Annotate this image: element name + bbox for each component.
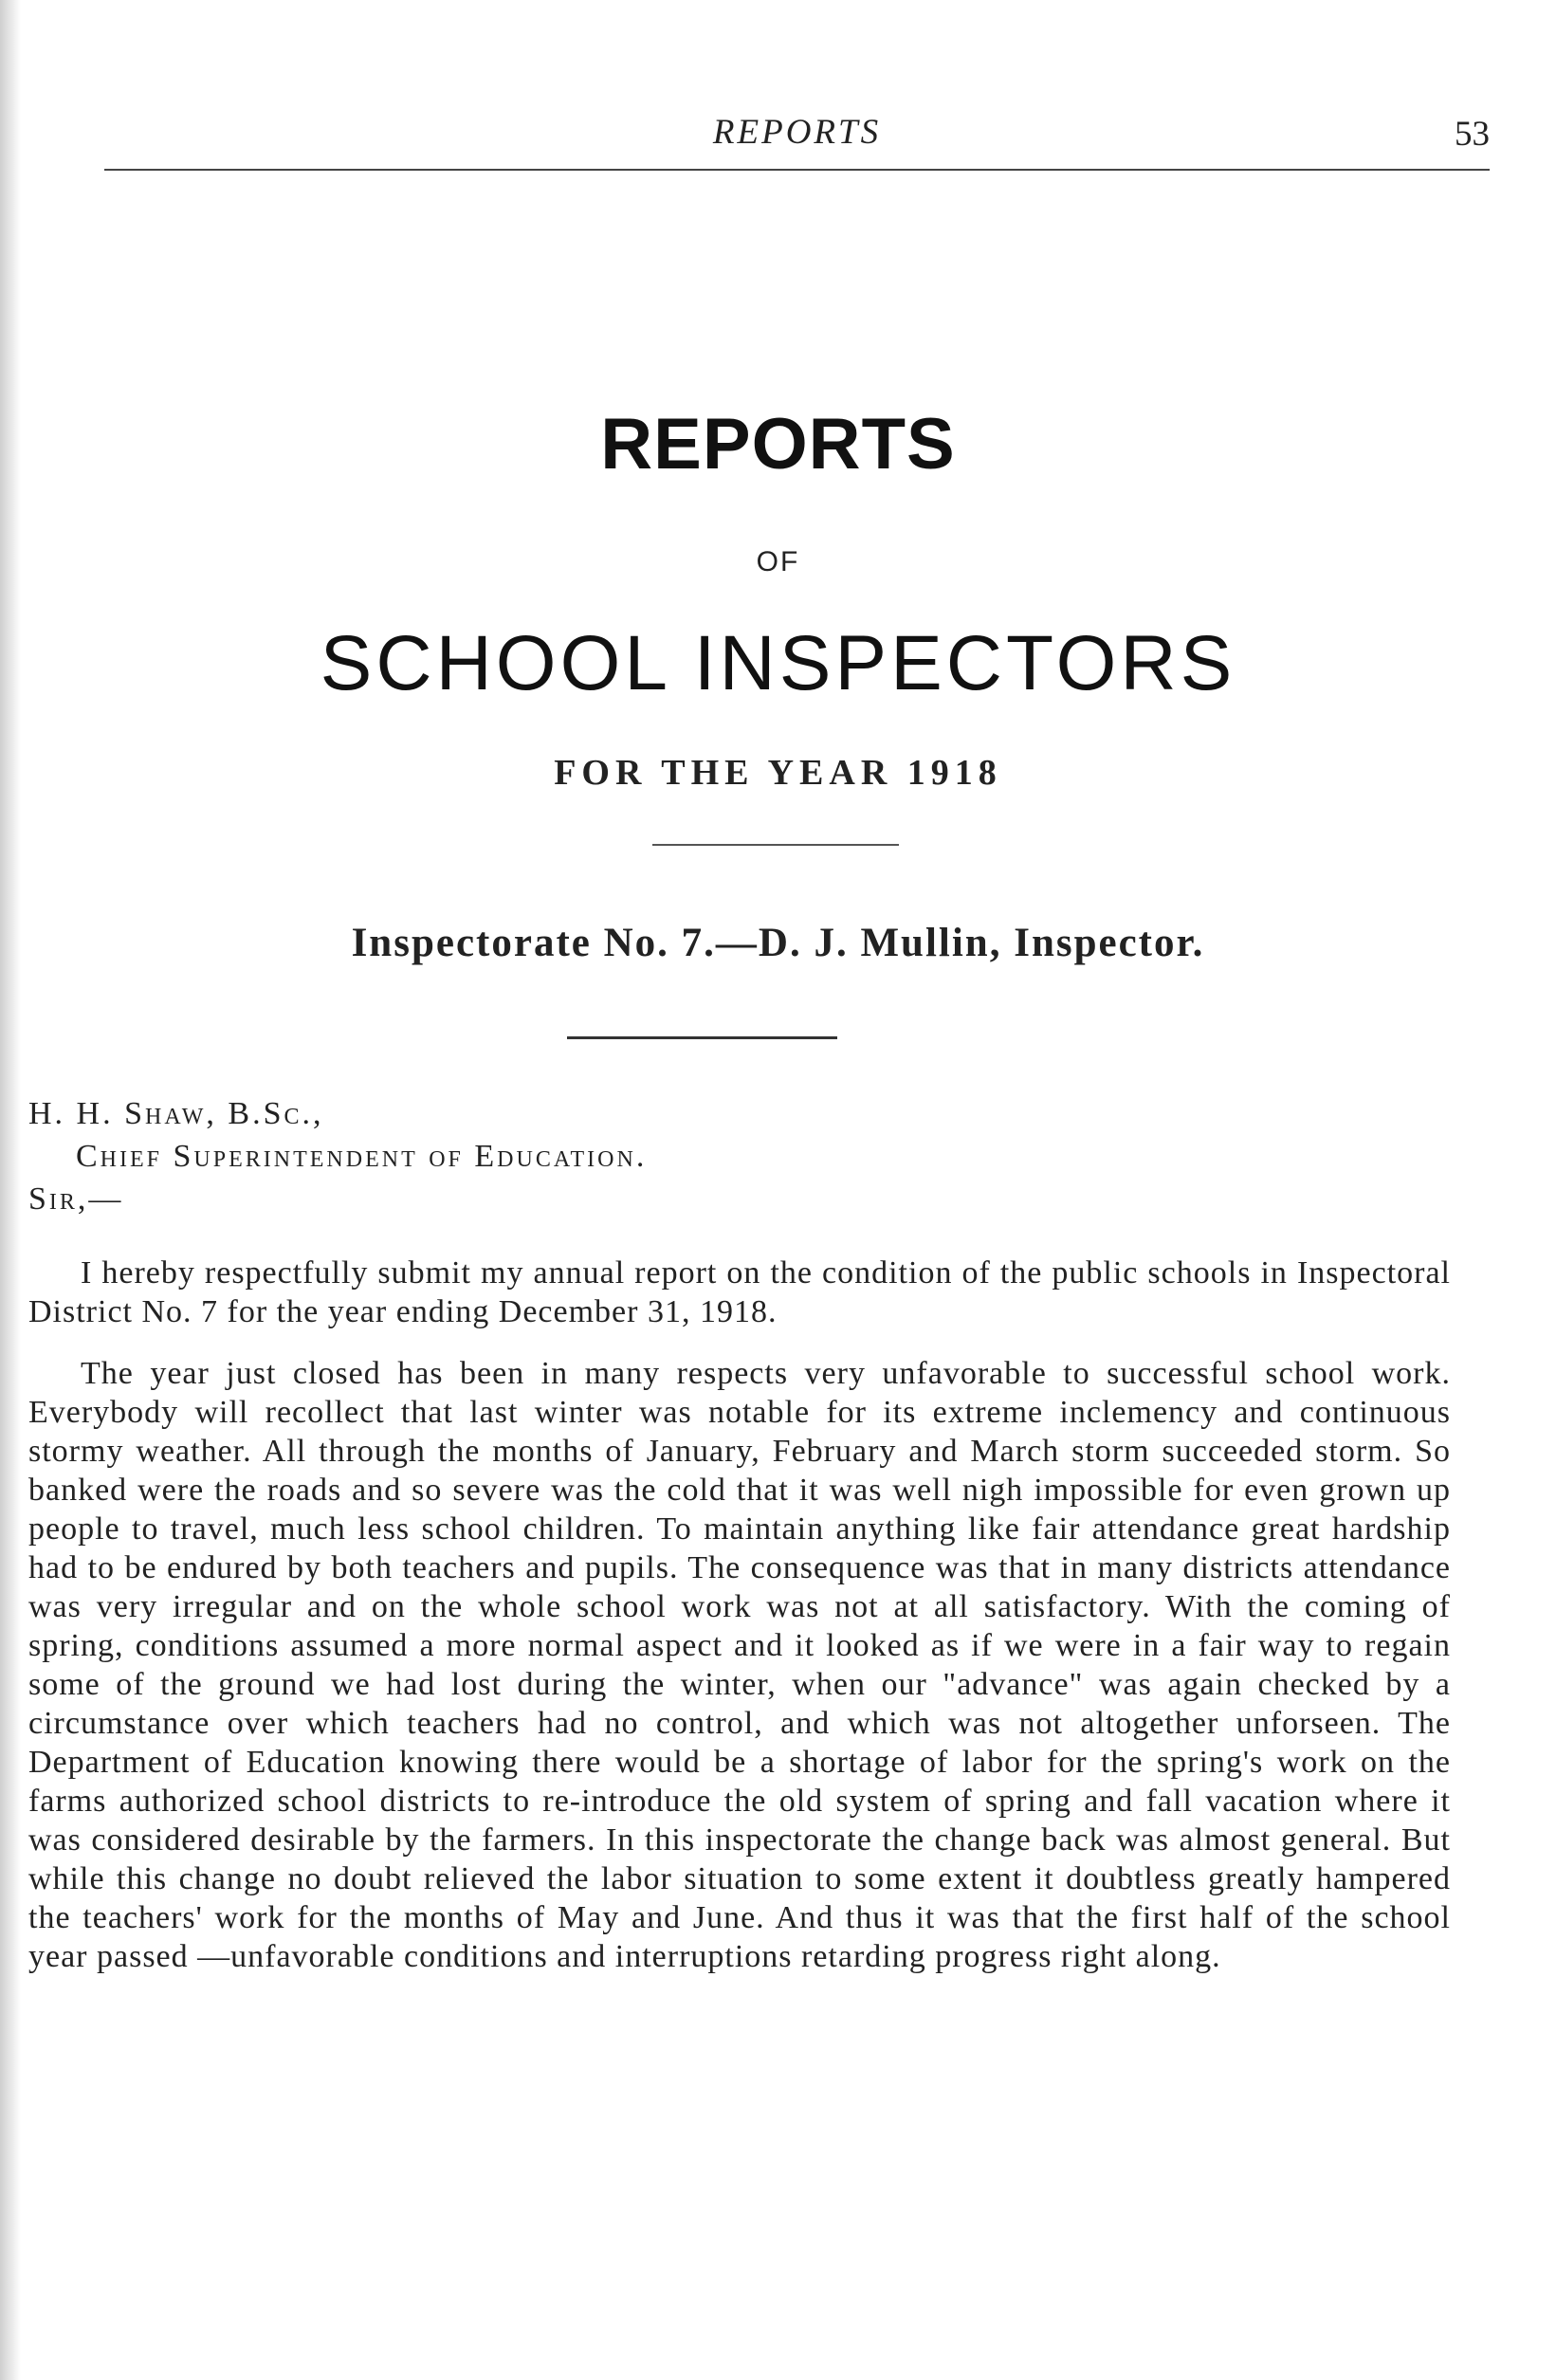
addressee-name: H. H. Shaw, B.Sc., xyxy=(28,1096,324,1131)
salutation: Sir,— xyxy=(28,1181,124,1217)
running-title: REPORTS xyxy=(712,113,882,152)
page-edge-shadow xyxy=(0,0,21,2380)
page-subtitle: SCHOOL INSPECTORS xyxy=(320,620,1236,706)
inspectorate-heading: Inspectorate No. 7.—D. J. Mullin, Inspector. xyxy=(351,921,1205,965)
divider-rule xyxy=(567,1036,837,1039)
addressee-block xyxy=(28,1092,647,1220)
running-header xyxy=(104,112,1490,171)
title-year-line: FOR THE YEAR 1918 xyxy=(554,753,1002,793)
addressee-title: Chief Superintendent of Education. xyxy=(76,1139,648,1174)
page-title: REPORTS xyxy=(600,404,956,485)
page-number: 53 xyxy=(1455,115,1490,154)
title-connector: OF xyxy=(756,546,800,577)
paragraph: The year just closed has been in many respects very unfavorable to successful school work. Everybody will recollect that last winter was notable for its extreme inclemency and continuous stormy weather. All through the months of January, February and March storm succeeded storm. So banked were the roads and so severe was the cold that it was well nigh impossible for even grown up people to travel, much less school children. To maintain anything like fair attendance great hardship had to be endured by both teachers and pupils. The consequence was that in many districts attendance was very irregular and on the whole school work was not at all satisfactory. With the coming of spring, conditions assumed a more normal aspect and it looked as if we were in a fair way to regain some of the ground we had lost during the winter, when our "advance" was again checked by a circumstance over which teachers had no control, and which was not altogether unforseen. The Department of Education knowing there would be a shortage of labor for the spring's work on the farms authorized school districts to re-introduce the old system of spring and fall vacation where it was considered desirable by the farmers. In this inspectorate the change back was almost general. But while this change no doubt relieved the labor situation to some extent it doubtless greatly hampered the teachers' work for the months of May and June. And thus it was that the first half of the school year passed —unfavorable conditions and interruptions retarding progress right along. xyxy=(28,1356,1451,1974)
report-body xyxy=(28,1254,1451,1999)
divider-rule xyxy=(652,844,899,846)
paragraph: I hereby respectfully submit my annual report on the condition of the public schools in Inspectoral District No. 7 for the year ending December 31, 1918. xyxy=(28,1255,1451,1329)
